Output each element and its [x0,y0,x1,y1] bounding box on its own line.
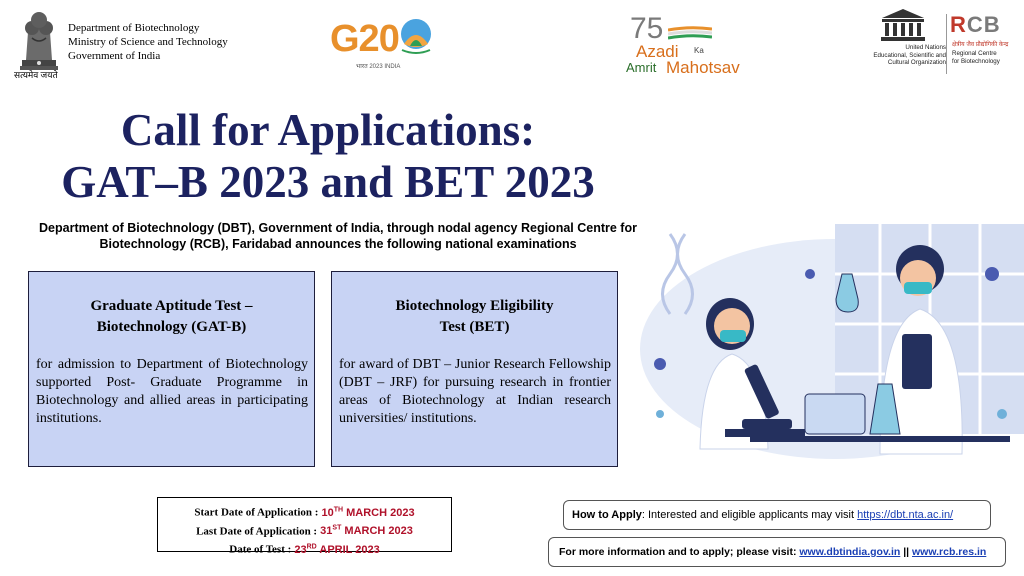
start-date-month: MARCH 2023 [343,506,415,519]
nta-link[interactable]: https://dbt.nta.ac.in/ [857,509,954,521]
more-info-text: For more information and to apply; please visit: [559,546,800,558]
start-date-day: 10 [321,506,334,519]
aakm-ka: Ka [694,46,704,55]
rcb-line-1: Regional Centre [952,50,997,57]
g20-logo [330,14,440,76]
last-date-label: Last Date of Application : [196,525,318,538]
gat-b-title [29,296,314,338]
page-title [0,104,656,208]
gov-line-2: Ministry of Science and Technology [68,36,228,48]
test-date-value [294,544,379,556]
start-date-suffix: TH [333,506,344,513]
test-date-label: Date of Test : [229,543,292,556]
lotus-globe-icon [396,16,436,60]
gat-b-box [28,271,315,467]
gat-b-title-line-1: Graduate Aptitude Test – [90,298,253,314]
test-date-suffix: RD [306,543,317,551]
how-to-apply-label: How to Apply [572,509,642,521]
rcb-line-2: for Biotechnology [952,57,1000,65]
aakm-amrit: Amrit [626,60,657,75]
unesco-line-3: Cultural Organization [887,59,946,66]
title-line-2: GAT–B 2023 and BET 2023 [61,157,595,207]
government-department-lines [68,21,228,63]
last-date-day: 31 [320,525,333,538]
azadi-ka-amrit-mahotsav-logo [626,12,740,78]
last-date-month: MARCH 2023 [341,525,413,538]
start-date-value [321,507,414,519]
rcb-logo [950,12,1014,78]
bet-title [332,296,617,338]
test-date-row [158,539,451,558]
title-line-1: Call for Applications: [120,105,536,155]
tricolor-flag-icon [668,26,712,40]
how-to-apply-box [563,500,991,530]
unesco-temple-icon [880,8,926,42]
test-date-day: 23 [294,543,307,556]
unesco-logo [860,8,946,78]
start-date-label: Start Date of Application : [194,506,319,519]
gat-b-title-line-2: Biotechnology (GAT-B) [96,319,247,335]
scientists-lab-illustration [630,214,1024,462]
rcb-logo-r: R [950,12,967,37]
rcb-text [952,50,1014,65]
aakm-azadi: Azadi [636,42,679,61]
intro-text: Department of Biotechnology (DBT), Government of India, through nodal agency Regional Centre for Biotechnology (RCB), Faridabad announces the following national examinations [39,221,637,251]
aakm-mahotsav: Mahotsav [666,58,740,77]
unesco-line-2: Educational, Scientific and [873,51,946,59]
last-date-value [320,525,413,537]
link-separator: || [900,546,913,558]
dbtindia-link[interactable]: www.dbtindia.gov.in [799,546,901,558]
last-date-row [158,521,451,540]
emblem-motto: सत्यमेव जयते [14,70,58,80]
gov-line-3: Government of India [68,50,161,62]
logo-divider [946,14,947,74]
rcb-logo-mark [950,12,1001,38]
start-date-row [158,502,451,521]
unesco-text [860,44,946,67]
bet-title-line-1: Biotechnology Eligibility [395,298,554,314]
g20-logo-text: G20 [330,18,399,60]
last-date-suffix: ST [332,524,342,532]
more-info-box [548,537,1006,567]
rcb-logo-cb: CB [966,12,1001,37]
bet-description: for award of DBT – Junior Research Fellowship (DBT – JRF) for pursuing research in frontier areas of Biotechnology at Indian research universities/ institutions. [339,357,611,426]
unesco-line-1: United Nations [905,44,946,51]
aakm-75: 75 [630,12,664,45]
how-to-apply-text: : Interested and eligible applicants may visit [641,509,858,521]
bet-box [331,271,618,467]
gat-b-description: for admission to Department of Biotechnology supported Post- Graduate Programme in Biotechnology and allied areas in participating institutions. [36,357,308,426]
rcb-hindi-text: क्षेत्रीय जैव प्रौद्योगिकी केन्द्र [952,42,1009,48]
test-date-month: APRIL 2023 [316,543,380,556]
gov-line-1: Department of Biotechnology [68,22,200,34]
bet-title-line-2: Test (BET) [439,319,510,335]
g20-sub-text: भारत 2023 INDIA [356,64,401,70]
important-dates-box [157,497,452,556]
rcb-link[interactable]: www.rcb.res.in [912,546,987,558]
